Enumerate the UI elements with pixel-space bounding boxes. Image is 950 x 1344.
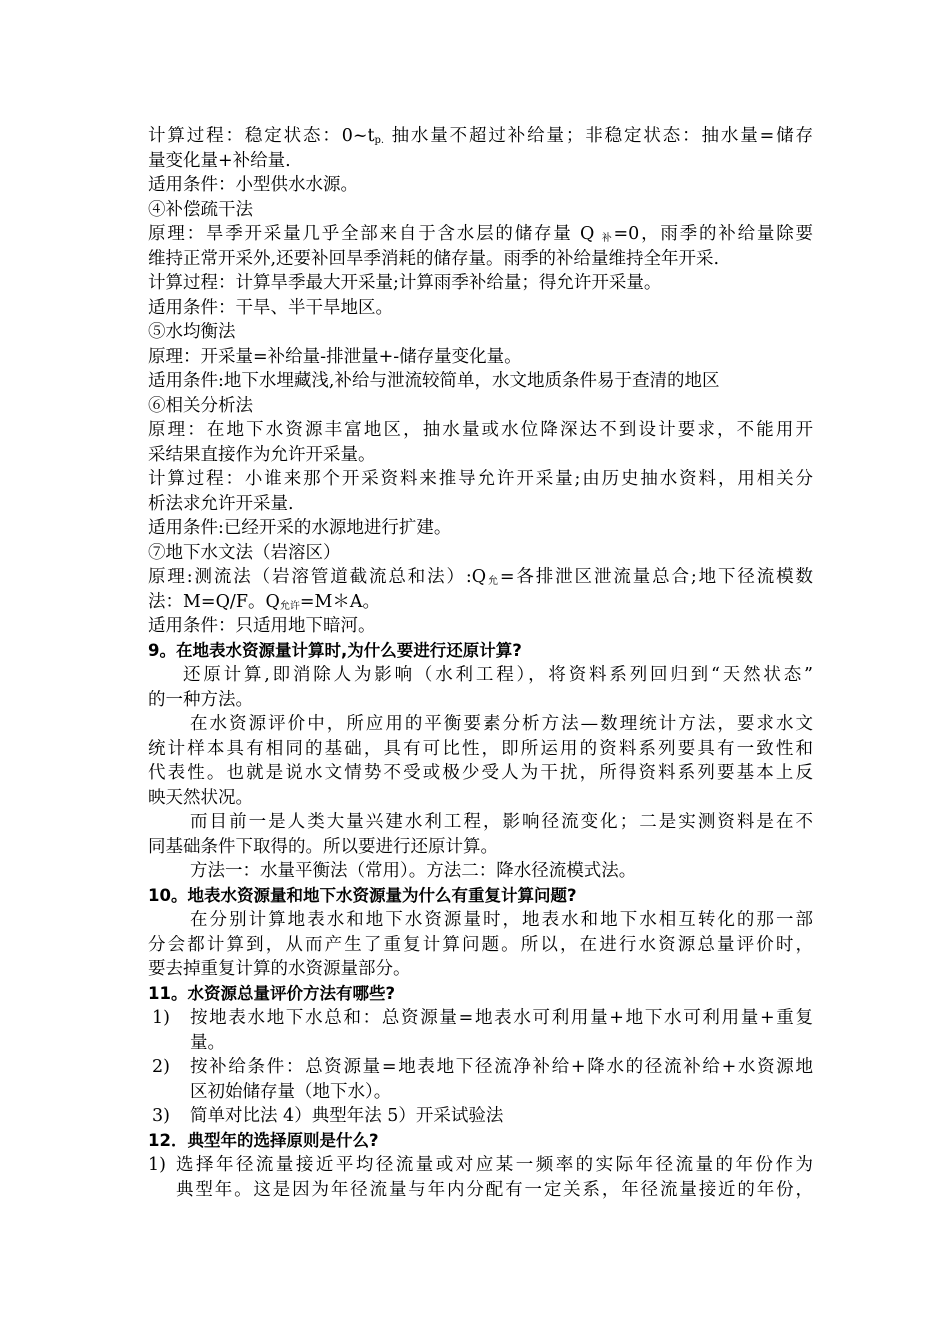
question-heading: 10。地表水资源量和地下水资源量为什么有重复计算问题? [148, 885, 577, 905]
subsection-title: ⑤水均衡法 [148, 322, 236, 342]
text-line: 映天然状况。 [148, 787, 253, 808]
document-body [148, 124, 813, 1202]
list-item: 1) 选择年径流量接近平均径流量或对应某一频率的实际年径流量的年份作为 [148, 1155, 813, 1175]
text-line: 析法求允许开采量. [148, 493, 294, 514]
text-line: 代表性。也就是说水文情势不受或极少受人为干扰，所得资料系列要基本上反 [148, 763, 813, 783]
text-line: 原理：旱季开采量几乎全部来自于含水层的储存量 Q $_补$=0，雨季的补给量除要 [148, 224, 814, 244]
text-line: 适用条件：只适用地下暗河。 [148, 616, 376, 636]
list-item-continuation: 区初始储存量（地下水）。 [190, 1081, 392, 1102]
list-item-continuation: 典型年。这是因为年径流量与年内分配有一定关系，年径流量接近的年份， [176, 1179, 813, 1200]
text-line: 分会都计算到，从而产生了重复计算问题。所以，在进行水资源总量评价时， [148, 934, 813, 955]
list-item-continuation: 量。 [190, 1032, 225, 1053]
text-line: 统计样本具有相同的基础，具有可比性，即所运用的资料系列要具有一致性和 [148, 738, 813, 759]
text-line: 方法一：水量平衡法（常用）。方法二：降水径流模式法。 [190, 861, 637, 881]
text-line: 维持正常开采外,还要补回旱季消耗的储存量。雨季的补给量维持全年开采. [148, 248, 720, 269]
text-line: 计算过程：计算旱季最大开采量;计算雨季补给量；得允许开采量。 [148, 273, 662, 293]
text-line: 量变化量+补给量. [148, 150, 291, 171]
text-line: 还原计算,即消除人为影响（水利工程），将资料系列回归到“天然状态” [183, 665, 813, 685]
list-item: 1) 按地表水地下水总和：总资源量=地表水可利用量+地下水可利用量+重复 [152, 1008, 813, 1028]
list-item: 2) 按补给条件：总资源量=地表地下径流净补给+降水的径流补给+水资源地 [152, 1057, 813, 1077]
text-line: 计算过程：稳定状态：$0\sim t_{p.}$ 抽水量不超过补给量；非稳定状态：抽水量=储存 [148, 126, 813, 146]
text-line: 在水资源评价中，所应用的平衡要素分析方法—数理统计方法，要求水文 [190, 714, 813, 734]
text-line: 原理：开采量=补给量-排泄量+-储存量变化量。 [148, 346, 522, 367]
text-line: 法：M=Q/F。$Q_{允许}=M*A$。 [148, 591, 381, 612]
text-line: 要去掉重复计算的水资源量部分。 [148, 959, 411, 979]
question-heading: 11。水资源总量评价方法有哪些? [148, 983, 396, 1003]
text-line: 同基础条件下取得的。所以要进行还原计算。 [148, 836, 498, 857]
list-item: 3) 简单对比法 4）典型年法 5）开采试验法 [152, 1106, 504, 1126]
question-heading: 9。在地表水资源量计算时,为什么要进行还原计算? [148, 640, 522, 660]
subsection-title: ⑦地下水文法（岩溶区） [148, 542, 341, 563]
text-line: 采结果直接作为允许开采量。 [148, 444, 376, 465]
text-line: 适用条件：干旱、半干旱地区。 [148, 297, 393, 318]
text-line: 而目前一是人类大量兴建水利工程，影响径流变化；二是实测资料是在不 [190, 812, 813, 832]
text-line: 计算过程：小谁来那个开采资料来推导允许开采量;由历史抽水资料，用相关分 [148, 469, 813, 489]
text-line: 原理:测流法（岩溶管道截流总和法）$:Q_允=$各排泄区泄流量总合;地下径流模数 [148, 567, 814, 587]
question-heading: 12．典型年的选择原则是什么? [148, 1130, 379, 1150]
text-line: 的一种方法。 [148, 689, 253, 710]
text-line: 适用条件:地下水埋藏浅,补给与泄流较简单，水文地质条件易于查清的地区 [148, 371, 720, 391]
text-line: 在分别计算地表水和地下水资源量时，地表水和地下水相互转化的那一部 [190, 910, 813, 930]
text-line: 适用条件:已经开采的水源地进行扩建。 [148, 518, 452, 538]
subsection-title: ⑥相关分析法 [148, 395, 253, 416]
text-line: 适用条件：小型供水水源。 [148, 175, 358, 195]
subsection-title: ④补偿疏干法 [148, 199, 253, 220]
text-line: 原理：在地下水资源丰富地区，抽水量或水位降深达不到设计要求，不能用开 [148, 420, 813, 440]
